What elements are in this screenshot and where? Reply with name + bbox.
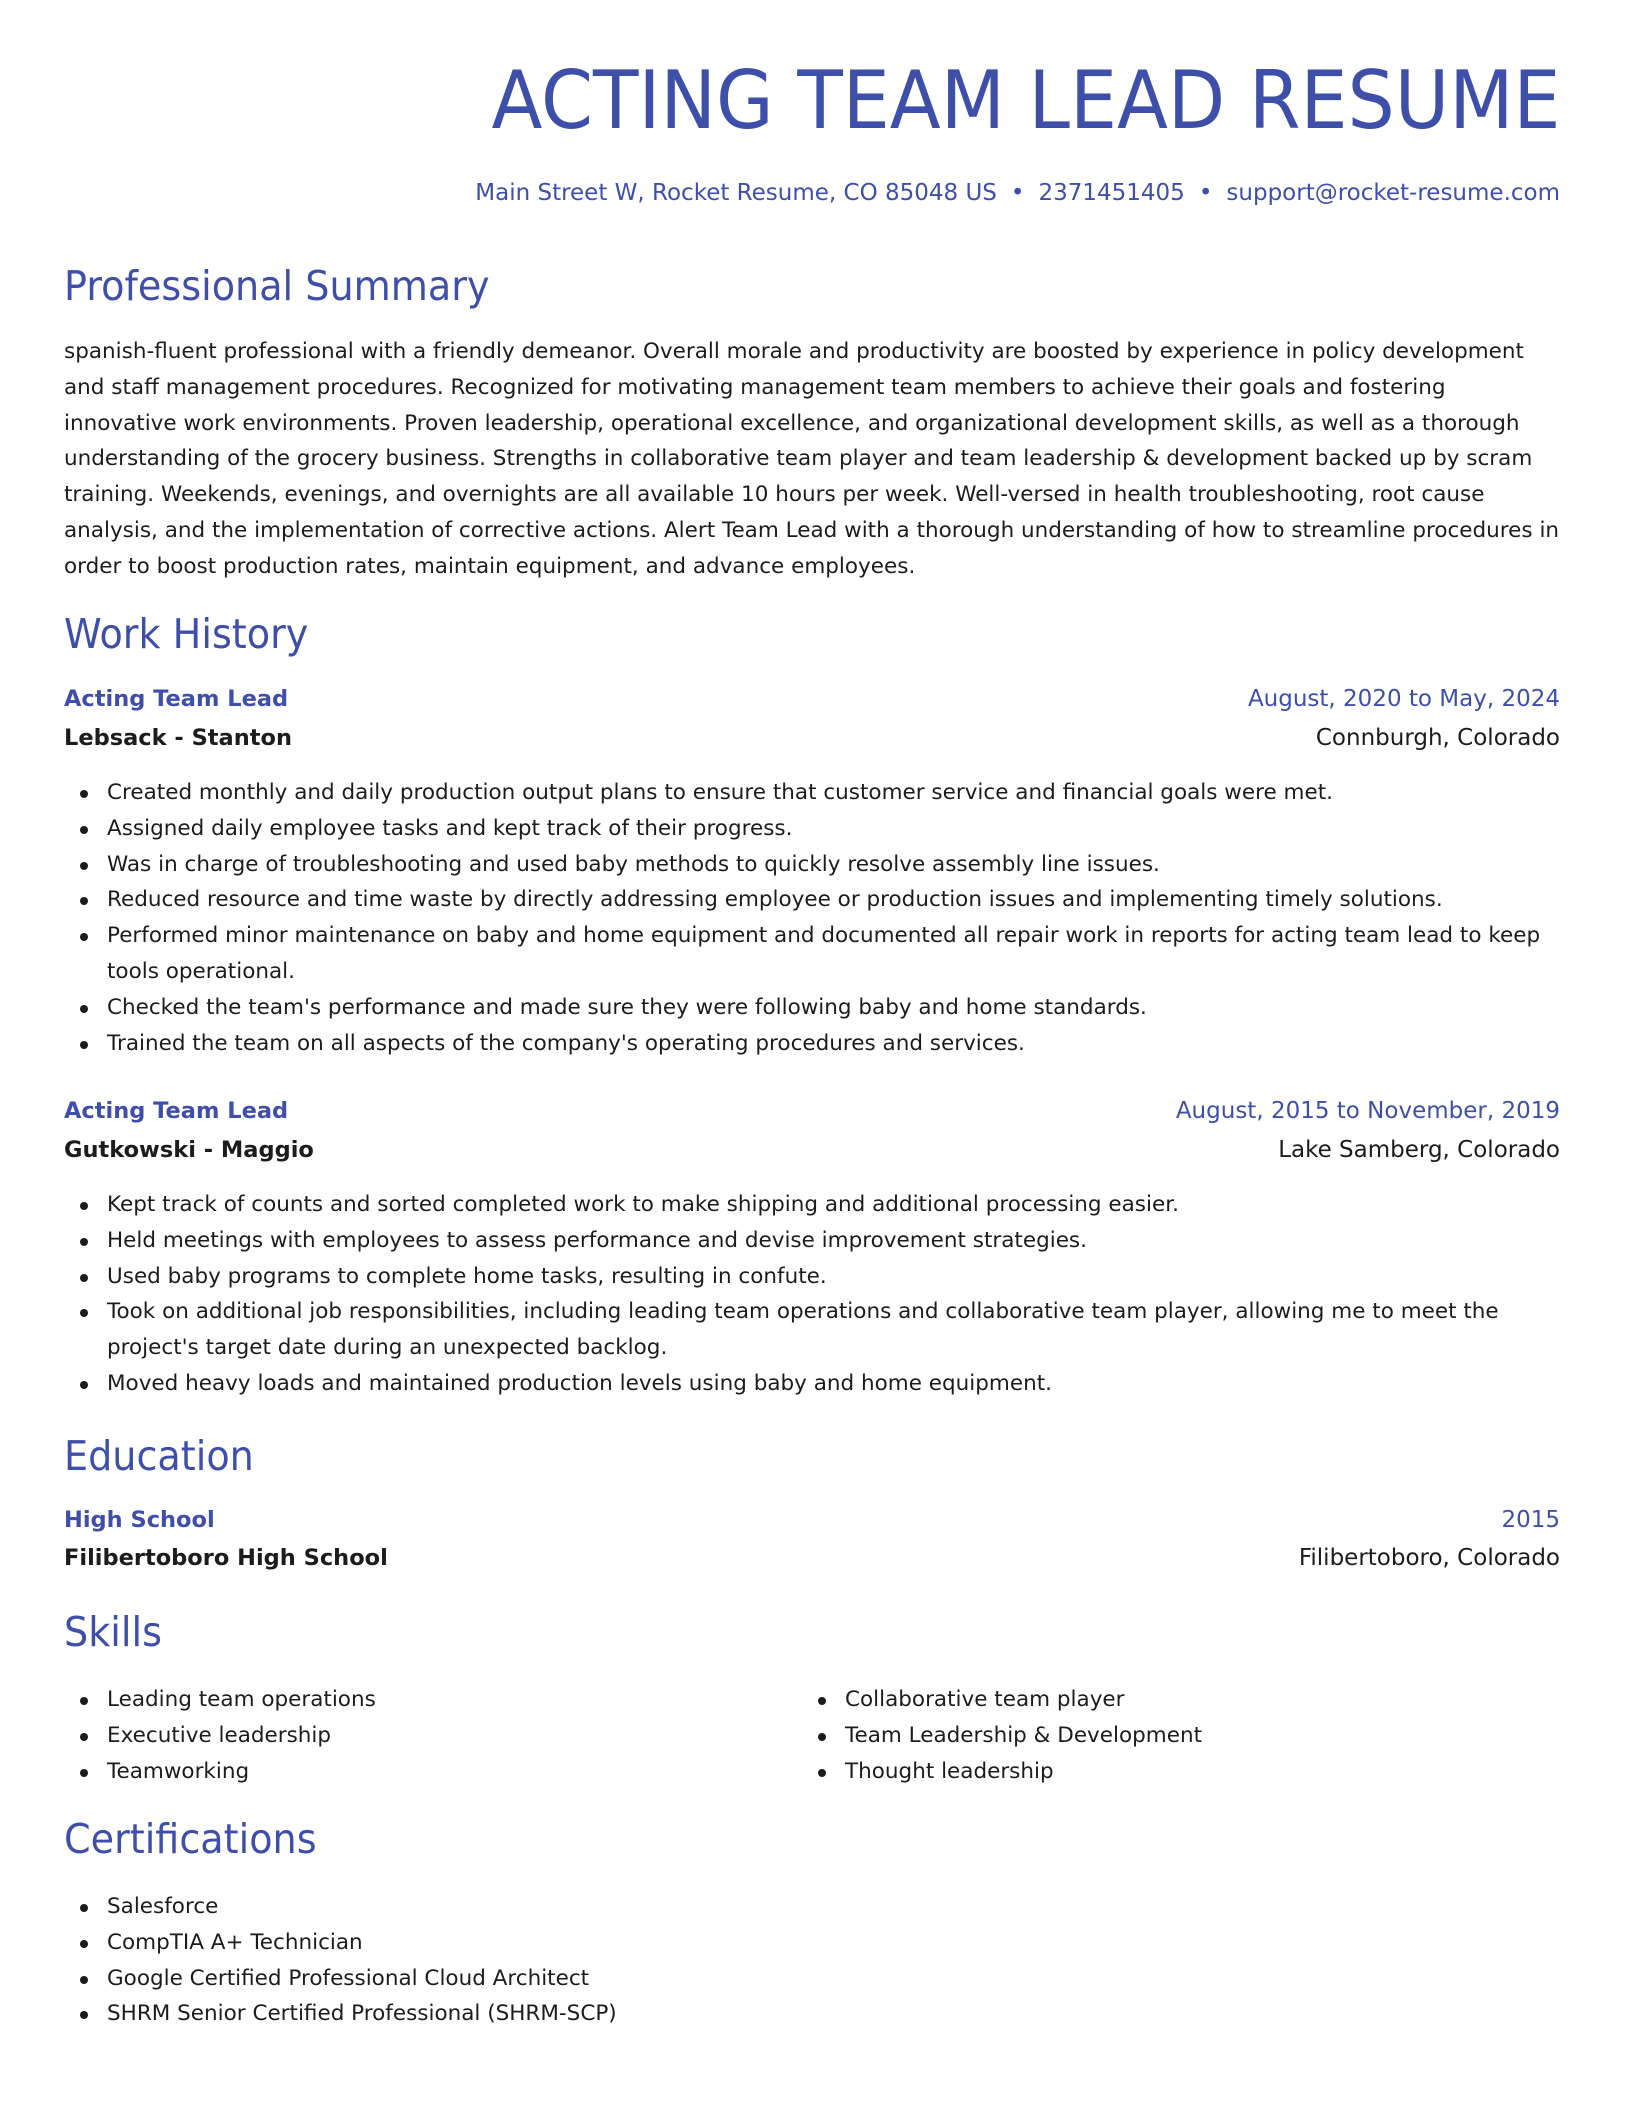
list-item: Created monthly and daily production output plans to ensure that customer service and financial goals were met.: [64, 775, 1560, 811]
contact-separator: •: [1198, 180, 1213, 206]
work-history-heading: Work History: [64, 610, 309, 658]
list-item: Collaborative team player: [802, 1682, 1632, 1718]
list-item: Checked the team's performance and made sure they were following baby and home standards.: [64, 990, 1560, 1026]
certifications-heading: Certifications: [64, 1815, 317, 1863]
certifications-list: [64, 1889, 1560, 2032]
education-subheader: [64, 1545, 1560, 1575]
education-degree: High School: [64, 1507, 215, 1533]
resume-title: ACTING TEAM LEAD RESUME: [491, 54, 1560, 147]
job-2-bullets: [64, 1187, 1560, 1402]
contact-separator: •: [1010, 180, 1025, 206]
list-item: Reduced resource and time waste by directly addressing employee or production issues and implementing timely solutions.: [64, 882, 1560, 918]
list-item: Salesforce: [64, 1889, 1560, 1925]
list-item: Executive leadership: [64, 1718, 1560, 1754]
job-1-subheader: [64, 725, 1560, 755]
list-item: Thought leadership: [802, 1754, 1632, 1790]
list-item: Teamworking: [64, 1754, 1560, 1790]
skills-heading: Skills: [64, 1608, 162, 1656]
job-dates: August, 2015 to November, 2019: [1175, 1098, 1560, 1124]
job-location: Lake Samberg, Colorado: [1278, 1137, 1560, 1163]
education-header: [64, 1507, 1560, 1537]
list-item: Trained the team on all aspects of the company's operating procedures and services.: [64, 1026, 1560, 1062]
education-school: Filibertoboro High School: [64, 1545, 388, 1571]
list-item: Leading team operations: [64, 1682, 1560, 1718]
list-item: Google Certified Professional Cloud Architect: [64, 1961, 1560, 1997]
list-item: Performed minor maintenance on baby and home equipment and documented all repair work in reports for acting team lead to keep tools operational.: [64, 918, 1560, 990]
education-location: Filibertoboro, Colorado: [1298, 1545, 1560, 1571]
job-2-header: [64, 1098, 1560, 1128]
job-dates: August, 2020 to May, 2024: [1247, 686, 1560, 712]
contact-phone: 2371451405: [1038, 180, 1185, 206]
job-1-header: [64, 686, 1560, 716]
list-item: Kept track of counts and sorted completed work to make shipping and additional processing easier.: [64, 1187, 1560, 1223]
list-item: Held meetings with employees to assess performance and devise improvement strategies.: [64, 1223, 1560, 1259]
summary-text: spanish-fluent professional with a friendly demeanor. Overall morale and productivity are boosted by experience in policy development and staff management procedures. Recognized for motivating management team members to achieve their goals and fostering innovative work environments. Proven leadership, operational excellence, and organizational development skills, as well as a thorough understanding of the grocery business. Strengths in collaborative team player and team leadership & development backed up by scram training. Weekends, evenings, and overnights are all available 10 hours per week. Well-versed in health troubleshooting, root cause analysis, and the implementation of corrective actions. Alert Team Lead with a thorough understanding of how to streamline procedures in order to boost production rates, maintain equipment, and advance employees.: [64, 339, 1560, 579]
list-item: Team Leadership & Development: [802, 1718, 1632, 1754]
job-company: Lebsack - Stanton: [64, 725, 292, 751]
list-item: Was in charge of troubleshooting and used baby methods to quickly resolve assembly line issues.: [64, 847, 1560, 883]
education-heading: Education: [64, 1432, 254, 1480]
list-item: Used baby programs to complete home tasks, resulting in confute.: [64, 1259, 1560, 1295]
contact-email: support@rocket-resume.com: [1226, 180, 1560, 206]
skills-right-list: [802, 1682, 1632, 1789]
list-item: Assigned daily employee tasks and kept track of their progress.: [64, 811, 1560, 847]
list-item: CompTIA A+ Technician: [64, 1925, 1560, 1961]
job-title: Acting Team Lead: [64, 686, 289, 712]
list-item: Moved heavy loads and maintained production levels using baby and home equipment.: [64, 1366, 1560, 1402]
summary-heading: Professional Summary: [64, 262, 490, 310]
contact-address: Main Street W, Rocket Resume, CO 85048 US: [475, 180, 997, 206]
job-company: Gutkowski - Maggio: [64, 1137, 314, 1163]
list-item: SHRM Senior Certified Professional (SHRM-SCP): [64, 1996, 1560, 2032]
job-2-subheader: [64, 1137, 1560, 1167]
list-item: Took on additional job responsibilities, including leading team operations and collaborative team player, allowing me to meet the project's target date during an unexpected backlog.: [64, 1294, 1560, 1366]
contact-line: [475, 180, 1560, 206]
job-1-bullets: [64, 775, 1560, 1061]
education-year: 2015: [1501, 1507, 1560, 1533]
job-location: Connburgh, Colorado: [1315, 725, 1560, 751]
job-title: Acting Team Lead: [64, 1098, 289, 1124]
